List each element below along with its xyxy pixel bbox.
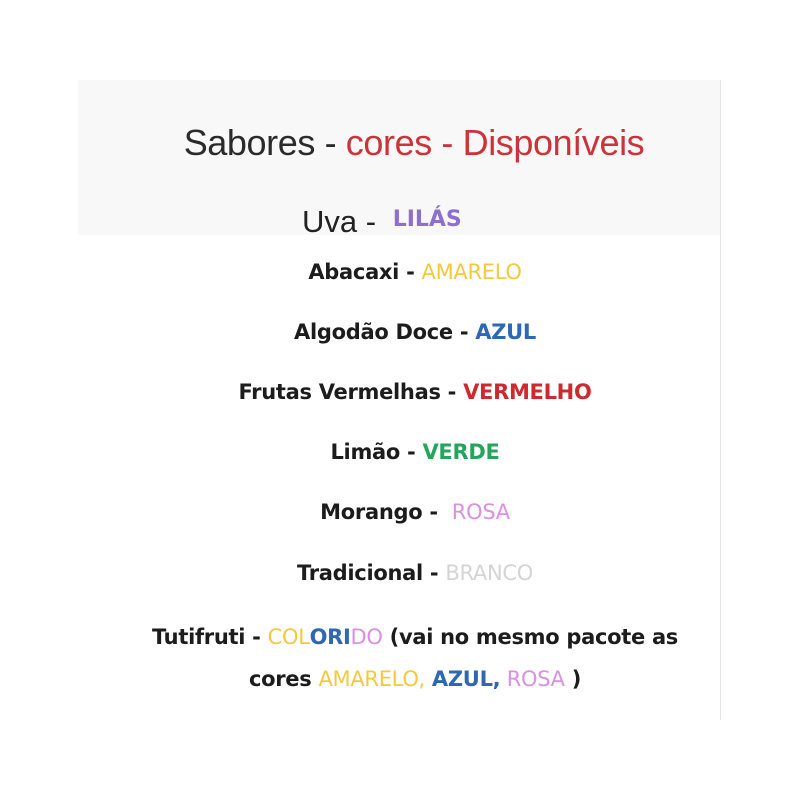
flavor-name: Limão - (330, 440, 423, 464)
colorido-part: DO (350, 625, 383, 649)
flavor-name: Tradicional - (297, 561, 446, 585)
tutifruti-note-cores: cores (248, 667, 319, 691)
flavor-line-morango (0, 500, 800, 524)
flavor-name: Abacaxi - (308, 260, 422, 284)
color-label-vermelho: VERMELHO (463, 380, 592, 404)
flavor-line-tutifruti (80, 616, 750, 700)
color-label-lilas: LILÁS (392, 207, 462, 232)
flavor-name: Frutas Vermelhas - (238, 380, 464, 404)
flavor-name: Tutifruti - (151, 625, 268, 649)
color-label-rosa: ROSA (500, 667, 565, 691)
flavor-line-uva (302, 204, 462, 240)
flavor-name: Uva - (302, 204, 385, 239)
closing-paren: ) (564, 667, 582, 691)
page-title (0, 122, 800, 164)
title-sabores: Sabores - (183, 122, 346, 163)
colorido-part: L (298, 625, 310, 649)
color-label-azul: AZUL (475, 320, 536, 344)
flavor-line-tradicional (0, 561, 800, 585)
flavor-name: Morango - (320, 500, 452, 524)
color-label-verde: VERDE (422, 440, 500, 464)
flavor-name: Algodão Doce - (294, 320, 476, 344)
flavor-line-limao (0, 440, 800, 464)
color-label-amarelo: AMARELO (421, 260, 522, 284)
flavor-line-algodao-doce (0, 320, 800, 344)
tutifruti-note: (vai no mesmo pacote as (382, 625, 679, 649)
flavor-line-abacaxi (0, 260, 800, 284)
colorido-part: CO (267, 625, 299, 649)
flavor-line-frutas-vermelhas (0, 380, 800, 404)
title-cores-disponiveis: cores - Disponíveis (345, 122, 645, 163)
colorido-part: RI (327, 625, 351, 649)
color-label-azul: AZUL, (424, 667, 501, 691)
color-label-rosa: ROSA (451, 500, 510, 524)
color-label-branco: BRANCO (445, 561, 533, 585)
colorido-part: O (309, 625, 328, 649)
color-label-amarelo: AMARELO, (318, 667, 425, 691)
